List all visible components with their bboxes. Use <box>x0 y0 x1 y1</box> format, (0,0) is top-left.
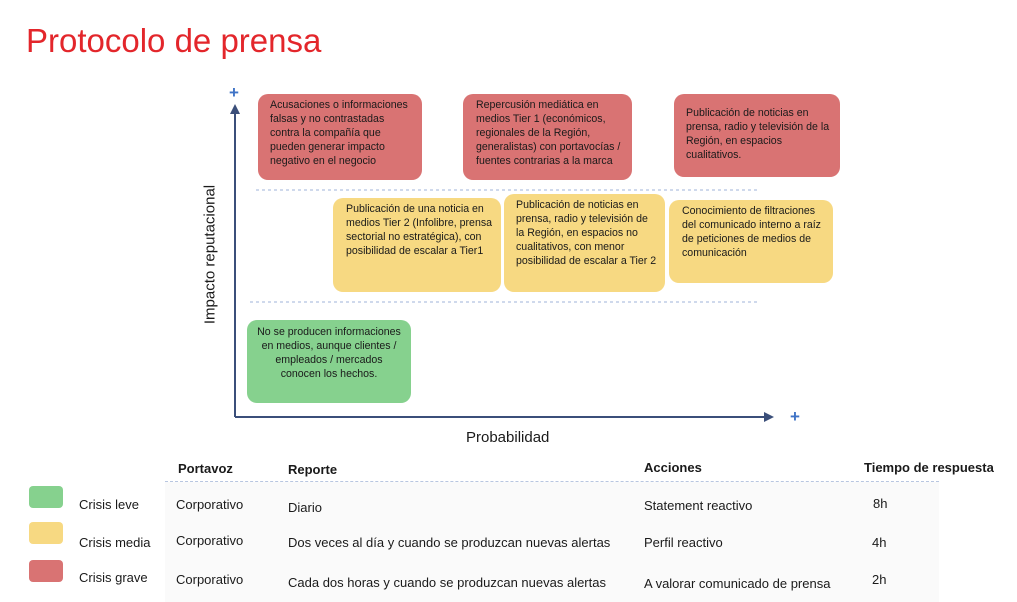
matrix-box-grave-2: Repercusión mediática en medios Tier 1 (económicos, regionales de la Región, generalistas) con portavocías / fuentes contrarias a la marca <box>463 94 632 180</box>
row-grave-acciones: A valorar comunicado de prensa <box>644 576 831 591</box>
y-axis-label: Impacto reputacional <box>201 184 219 325</box>
row-leve-name: Crisis leve <box>79 497 139 512</box>
row-media-tiempo: 4h <box>872 535 887 550</box>
row-grave-tiempo: 2h <box>872 572 887 587</box>
header-reporte: Reporte <box>288 462 338 477</box>
x-axis-label: Probabilidad <box>466 429 550 446</box>
row-grave-name: Crisis grave <box>79 570 148 585</box>
row-grave-portavoz: Corporativo <box>176 572 244 587</box>
y-axis-plus-icon: + <box>229 83 239 102</box>
row-media-acciones: Perfil reactivo <box>644 535 723 550</box>
row-leve-tiempo: 8h <box>873 496 888 511</box>
header-acciones: Acciones <box>644 460 702 475</box>
matrix-box-media-3: Conocimiento de filtraciones del comunicado interno a raíz de peticiones de medios de comunicación <box>669 200 833 283</box>
row-media-reporte: Dos veces al día y cuando se produzcan nuevas alertas <box>288 535 611 550</box>
x-axis-arrow <box>764 412 774 422</box>
row-media-portavoz: Corporativo <box>176 533 244 548</box>
row-leve-reporte: Diario <box>288 500 322 515</box>
y-axis-arrow <box>230 104 240 114</box>
header-tiempo: Tiempo de respuesta <box>864 460 994 475</box>
row-media-name: Crisis media <box>79 535 151 550</box>
matrix-box-media-1: Publicación de una noticia en medios Tier 2 (Infolibre, prensa sectorial no estratégica), con posibilidad de escalar a Tier1 <box>333 198 501 292</box>
legend-swatch-grave <box>29 560 63 582</box>
row-leve-portavoz: Corporativo <box>176 497 244 512</box>
matrix-box-grave-3: Publicación de noticias en prensa, radio y televisión de la Región, en espacios cualitativos. <box>674 94 840 177</box>
table-header-divider <box>165 481 939 482</box>
matrix-box-leve-1: No se producen informaciones en medios, aunque clientes / empleados / mercados conocen los hechos. <box>247 320 411 403</box>
row-leve-acciones: Statement reactivo <box>644 498 753 513</box>
header-portavoz: Portavoz <box>178 461 233 476</box>
legend-swatch-media <box>29 522 63 544</box>
page-title: Protocolo de prensa <box>26 22 322 59</box>
matrix-box-media-2: Publicación de noticias en prensa, radio y televisión de la Región, en espacios no cualitativos, con menor posibilidad de escalar a Tier 2 <box>504 194 665 292</box>
matrix-box-grave-1: Acusaciones o informaciones falsas y no contrastadas contra la compañía que pueden generar impacto negativo en el negocio <box>258 94 422 180</box>
row-grave-reporte: Cada dos horas y cuando se produzcan nuevas alertas <box>288 575 606 590</box>
x-axis-plus-icon: + <box>790 407 800 426</box>
legend-swatch-leve <box>29 486 63 508</box>
